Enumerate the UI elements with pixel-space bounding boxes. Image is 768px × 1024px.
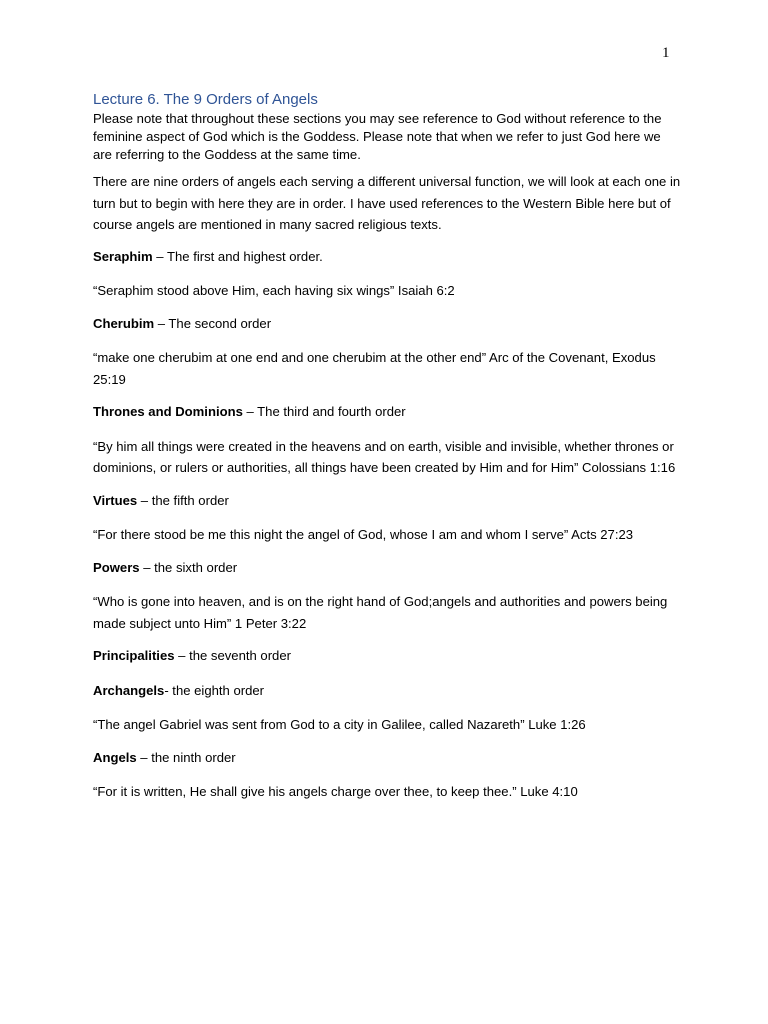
goddess-note: Please note that throughout these sections you may see reference to God without reference to the feminine aspect of God which is the Goddess. Please note that when we refer to just God here we are referring to the Goddess at the same time.: [93, 111, 662, 162]
order-entry: [93, 490, 683, 512]
scripture-quote: “make one cherubim at one end and one cherubim at the other end” Arc of the Covenant, Exodus 25:19: [93, 350, 656, 387]
order-entry: [93, 246, 683, 268]
order-entry: [93, 313, 683, 335]
order-name: Archangels: [93, 682, 165, 698]
order-name: Seraphim: [93, 248, 153, 264]
document-body: [93, 89, 683, 814]
order-description: - the eighth order: [164, 682, 265, 698]
scripture-quote: “By him all things were created in the heavens and on earth, visible and invisible, whether thrones or dominions, or rulers or authorities, all things have been created by Him and for Him” Colossians 1:16: [93, 438, 676, 475]
order-name: Principalities: [93, 648, 175, 663]
order-name: Cherubim: [93, 315, 155, 331]
scripture-quote: “For there stood be me this night the angel of God, whose I am and whom I serve” Acts 27:23: [93, 527, 634, 542]
order-description: – the seventh order: [174, 648, 291, 663]
order-entry: [93, 645, 683, 667]
scripture-quote: “The angel Gabriel was sent from God to a city in Galilee, called Nazareth” Luke 1:26: [93, 717, 586, 732]
order-name: Thrones and Dominions: [93, 404, 243, 419]
order-description: – The first and highest order.: [152, 248, 323, 264]
scripture-quote: “Who is gone into heaven, and is on the right hand of God;angels and authorities and powers being made subject unto Him” 1 Peter 3:22: [93, 594, 668, 631]
order-name: Powers: [93, 559, 140, 575]
order-name: Virtues: [93, 492, 138, 508]
order-description: – the sixth order: [139, 559, 238, 575]
lecture-title: Lecture 6. The 9 Orders of Angels: [93, 91, 318, 108]
order-entry: [93, 401, 683, 423]
scripture-quote: “Seraphim stood above Him, each having six wings” Isaiah 6:2: [93, 283, 455, 298]
intro-paragraph: There are nine orders of angels each serving a different universal function, we will look at each one in turn but to begin with here they are in order. I have used references to the Western Bible here but of course angels are mentioned in many sacred religious texts.: [93, 174, 681, 232]
page-number: 1: [662, 45, 670, 61]
order-description: – The second order: [154, 315, 272, 331]
order-description: – The third and fourth order: [242, 404, 406, 419]
order-name: Angels: [93, 749, 137, 765]
order-description: – the ninth order: [136, 749, 236, 765]
order-entry: [93, 747, 683, 769]
scripture-quote: “For it is written, He shall give his angels charge over thee, to keep thee.” Luke 4:10: [93, 784, 578, 799]
order-description: – the fifth order: [137, 492, 229, 508]
order-entry: [93, 557, 683, 579]
order-entry: [93, 680, 683, 702]
